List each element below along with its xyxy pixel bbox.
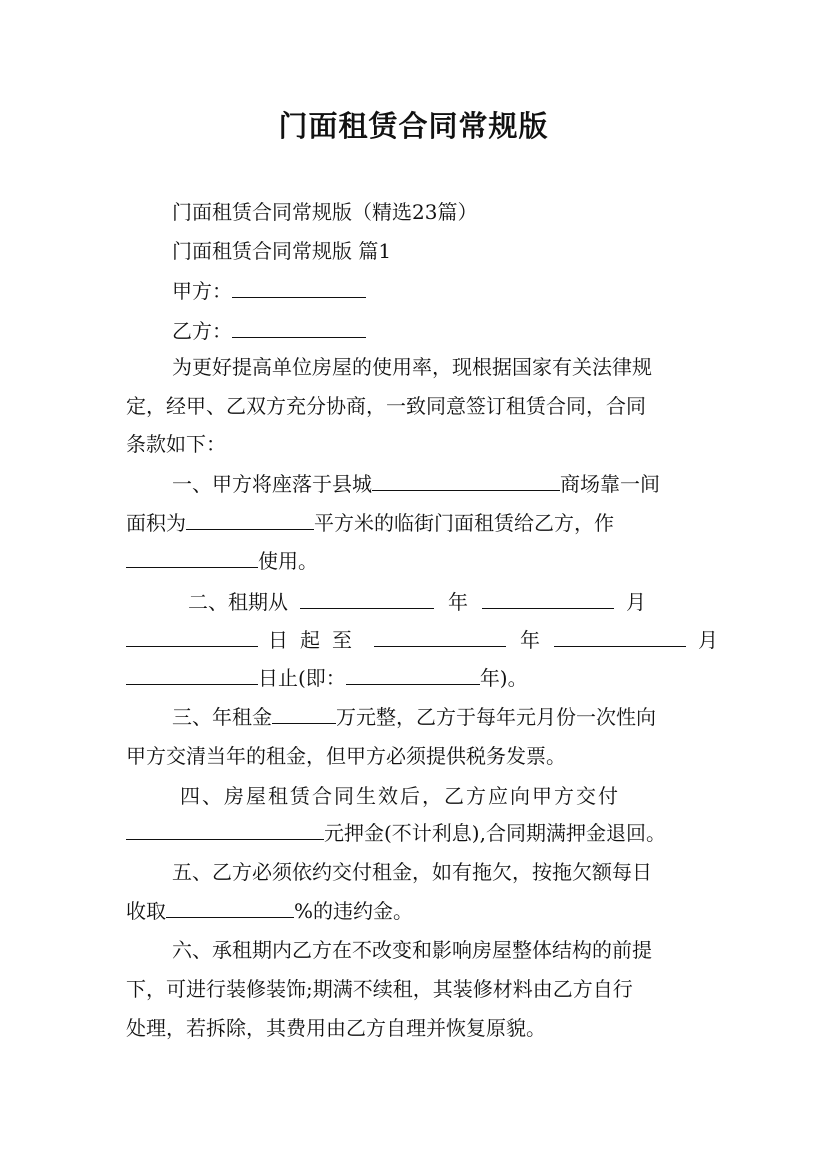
clause-5-line-2 (126, 896, 700, 926)
clause-5-line-1: 五、乙方必须依约交付租金，如有拖欠，按拖欠额每日 (172, 860, 652, 884)
clause-text: 日止(即： (258, 666, 346, 690)
blank (126, 666, 258, 685)
clause-3-line-1 (172, 702, 700, 732)
blank (232, 319, 366, 338)
clause-text: 月 (698, 628, 718, 652)
clause-text: 年 (520, 628, 540, 652)
blank (300, 590, 434, 609)
blank (272, 705, 336, 724)
clause-text: 商场靠一间 (560, 472, 660, 496)
clause-4-line-2 (126, 818, 700, 848)
blank (374, 628, 506, 647)
clause-1-line-2 (126, 508, 700, 538)
blank (126, 628, 258, 647)
clause-2-line-2 (126, 625, 718, 655)
clause-text: 月 (626, 590, 646, 614)
clause-text: 使用。 (258, 549, 318, 573)
blank (126, 549, 258, 568)
section-heading: 门面租赁合同常规版 篇1 (172, 239, 392, 263)
blank (166, 899, 294, 918)
clause-text: 万元整，乙方于每年元月份一次性向 (336, 705, 656, 729)
clause-text: 收取 (126, 899, 166, 923)
clause-6-line-2: 下，可进行装修装饰;期满不续租，其装修材料由乙方自行 (126, 977, 633, 1001)
intro-line-2: 定，经甲、乙双方充分协商，一致同意签订租赁合同，合同 (126, 394, 646, 418)
blank (554, 628, 686, 647)
clause-text: 平方米的临街门面租赁给乙方，作 (314, 511, 614, 535)
clause-1-line-3 (126, 546, 700, 576)
blank (126, 821, 324, 840)
blank (482, 590, 614, 609)
blank (372, 472, 560, 491)
clause-text: 面积为 (126, 511, 186, 535)
clause-1-line-1 (172, 469, 700, 499)
party-b-label: 乙方： (172, 319, 232, 343)
clause-2-line-3 (126, 663, 700, 693)
clause-text: 一、甲方将座落于县城 (172, 472, 372, 496)
clause-6-line-1: 六、承租期内乙方在不改变和影响房屋整体结构的前提 (172, 938, 652, 962)
clause-text: 三、年租金 (172, 705, 272, 729)
clause-text: 二、租期从 (188, 590, 288, 614)
clause-6-line-3: 处理，若拆除，其费用由乙方自理并恢复原貌。 (126, 1016, 546, 1040)
clause-4-line-1: 四、房屋租赁合同生效后，乙方应向甲方交付 (180, 784, 620, 808)
intro-line-1: 为更好提高单位房屋的使用率，现根据国家有关法律规 (172, 355, 652, 379)
blank (186, 511, 314, 530)
blank (346, 666, 480, 685)
party-b-line (172, 316, 700, 346)
clause-text: 日起至 (268, 628, 364, 652)
intro-line-3: 条款如下： (126, 432, 226, 456)
clause-text: 年)。 (479, 666, 528, 690)
party-a-label: 甲方： (172, 279, 232, 303)
party-a-line (172, 276, 700, 306)
clause-text: %的违约金。 (294, 899, 414, 923)
clause-3-line-2: 甲方交清当年的租金，但甲方必须提供税务发票。 (126, 744, 566, 768)
blank (232, 279, 366, 298)
clause-2-line-1 (188, 587, 700, 617)
subtitle: 门面租赁合同常规版（精选23篇） (172, 200, 478, 224)
document-title: 门面租赁合同常规版 (278, 109, 549, 143)
clause-text: 年 (448, 590, 468, 614)
clause-text: 元押金(不计利息),合同期满押金退回。 (324, 821, 666, 845)
